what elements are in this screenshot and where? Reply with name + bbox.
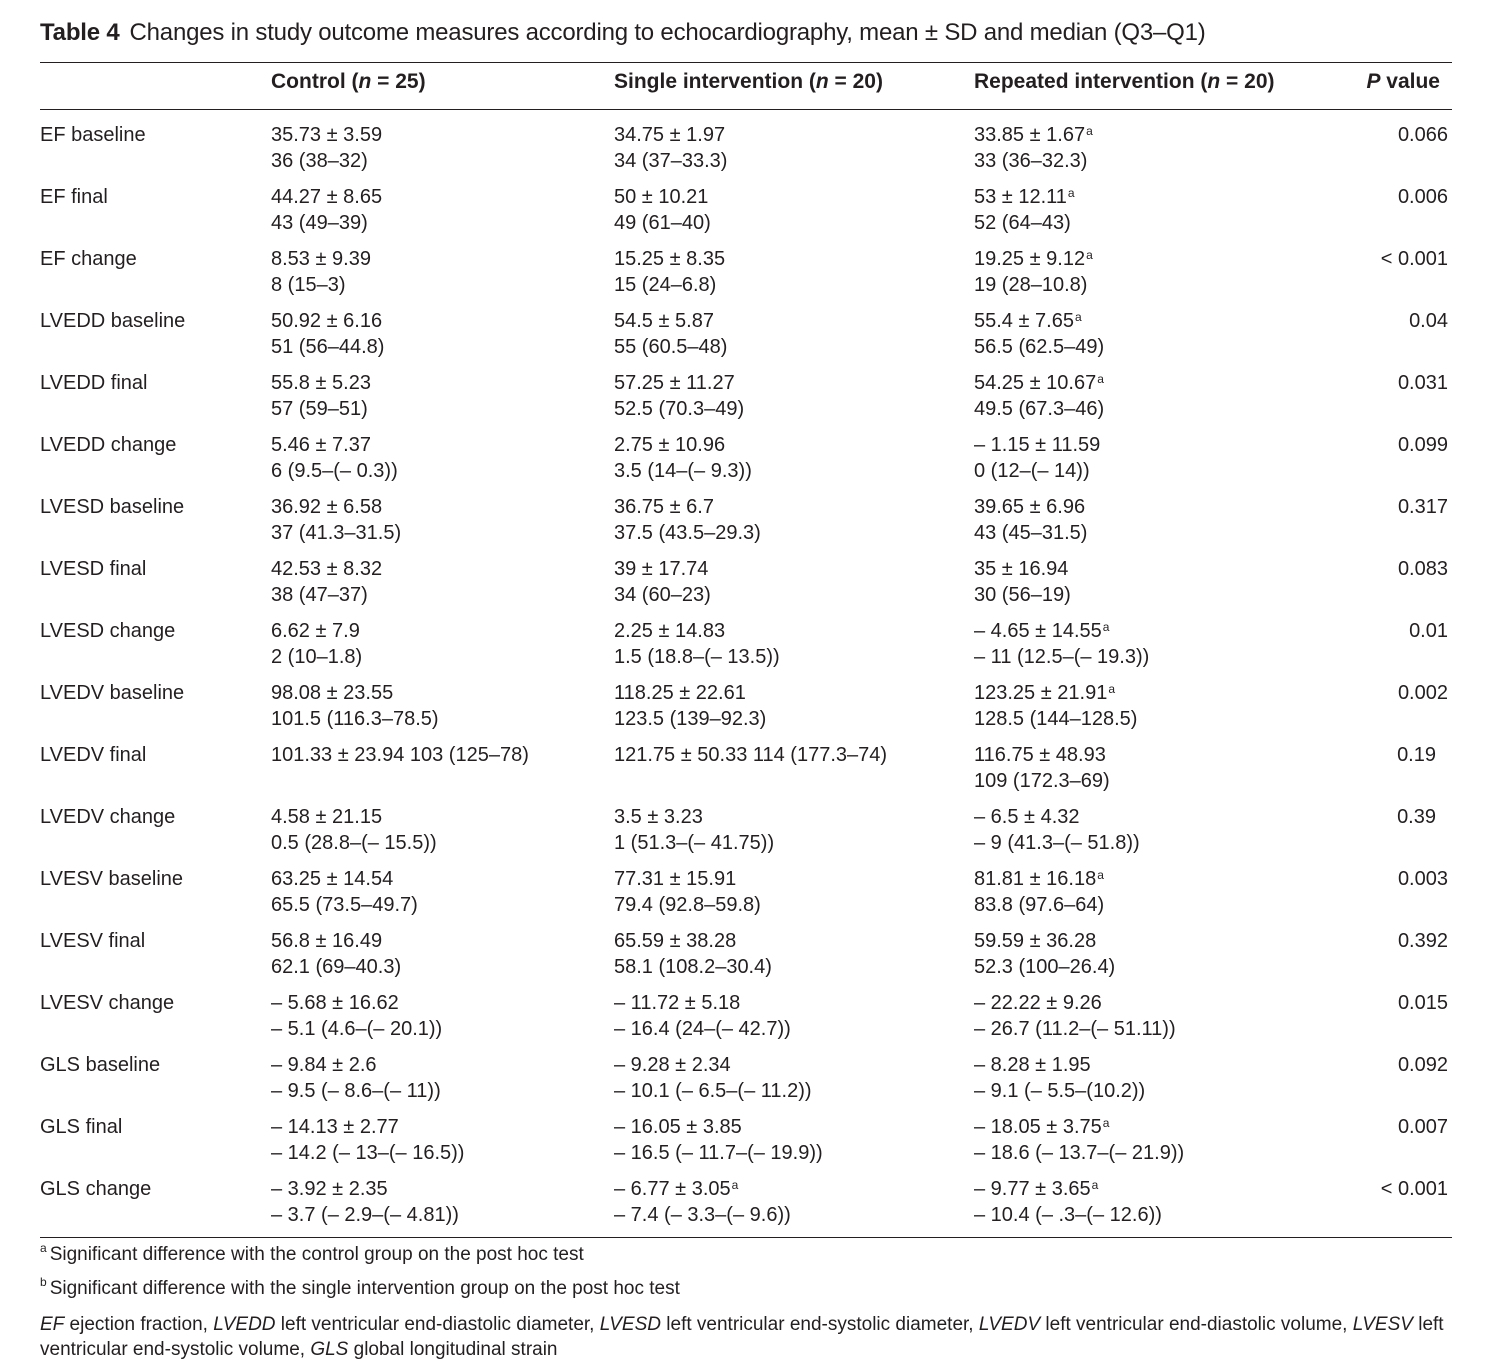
row-label: GLS baseline <box>40 1054 161 1076</box>
cell-control-median: – 14.2 (– 13–(– 16.5)) <box>271 1142 465 1164</box>
cell-control <box>271 928 401 980</box>
table-row <box>40 618 1452 680</box>
cell-single <box>614 246 725 298</box>
cell-single-median: 52.5 (70.3–49) <box>614 398 745 420</box>
abbreviation-term: EF <box>40 1314 65 1335</box>
cell-single <box>614 680 766 732</box>
cell-repeated-median: 52.3 (100–26.4) <box>974 956 1116 978</box>
table-row <box>40 432 1452 494</box>
cell-control-median: – 3.7 (– 2.9–(– 4.81)) <box>271 1204 459 1226</box>
row-label: EF final <box>40 186 108 208</box>
cell-control <box>271 556 382 608</box>
cell-repeated-mean: 19.25 ± 9.12 <box>974 248 1086 270</box>
cell-single <box>614 928 772 980</box>
cell-repeated-median: 128.5 (144–128.5) <box>974 708 1138 730</box>
row-label: LVESV final <box>40 930 146 952</box>
cell-single-mean: 54.5 ± 5.87 <box>614 310 714 332</box>
table-row <box>40 990 1452 1052</box>
cell-single-mean: 118.25 ± 22.61 <box>614 682 746 704</box>
cell-single-mean: 15.25 ± 8.35 <box>614 248 726 270</box>
header-rule <box>40 109 1452 110</box>
cell-control <box>271 866 418 918</box>
cell-p-value: 0.066 <box>1397 124 1448 146</box>
top-rule <box>40 62 1452 63</box>
significance-mark: a <box>1074 310 1082 324</box>
cell-single-median: 1 (51.3–(– 41.75)) <box>614 832 775 854</box>
row-label: LVESV baseline <box>40 868 184 890</box>
cell-control <box>271 1052 441 1104</box>
cell-single <box>614 1176 791 1228</box>
cell-single <box>614 308 727 360</box>
row-label: LVEDV change <box>40 806 176 828</box>
cell-p-value: 0.01 <box>1409 620 1448 642</box>
row-label: LVEDD change <box>40 434 177 456</box>
cell-repeated-mean: – 9.77 ± 3.65 <box>974 1178 1091 1200</box>
cell-control-median: 57 (59–51) <box>271 398 368 420</box>
cell-control-median: 36 (38–32) <box>271 150 368 172</box>
abbreviation-definition: global longitudinal strain <box>348 1339 558 1360</box>
cell-p-value: 0.083 <box>1397 558 1448 580</box>
cell-repeated-median: 109 (172.3–69) <box>974 770 1110 792</box>
cell-p-value: 0.099 <box>1397 434 1448 456</box>
cell-single-median: 37.5 (43.5–29.3) <box>614 522 761 544</box>
cell-single-mean: 50 ± 10.21 <box>614 186 709 208</box>
significance-mark: a <box>1086 124 1093 138</box>
abbreviation-term: GLS <box>310 1339 349 1360</box>
cell-repeated-mean: – 4.65 ± 14.55 <box>974 620 1102 642</box>
cell-repeated-mean: 33.85 ± 1.67 <box>974 124 1086 146</box>
cell-single-median: 15 (24–6.8) <box>614 274 717 296</box>
cell-control <box>271 370 371 422</box>
cell-control <box>271 308 384 360</box>
cell-repeated <box>974 184 1075 236</box>
cell-single-median: 49 (61–40) <box>614 212 711 234</box>
table-row <box>40 928 1452 990</box>
cell-single <box>614 618 780 670</box>
footnote-b: $^b$ Significant difference with the single intervention group on the post hoc test <box>40 1275 680 1299</box>
cell-control <box>271 184 382 236</box>
cell-repeated-mean: – 22.22 ± 9.26 <box>974 992 1102 1014</box>
table-row <box>40 1052 1452 1114</box>
abbreviation-term: LVEDV <box>978 1314 1041 1335</box>
cell-control <box>271 680 439 732</box>
cell-control-mean: 55.8 ± 5.23 <box>271 372 371 394</box>
cell-single <box>614 742 887 768</box>
row-label: EF baseline <box>40 124 146 146</box>
table-header <box>40 70 1452 98</box>
cell-single-mean: 77.31 ± 15.91 <box>614 868 737 890</box>
cell-repeated <box>974 804 1140 856</box>
cell-single-median: 55 (60.5–48) <box>614 336 728 358</box>
cell-single-median: 3.5 (14–(– 9.3)) <box>614 460 752 482</box>
cell-control-median: 38 (47–37) <box>271 584 368 606</box>
significance-mark: a <box>1097 868 1104 882</box>
table-body <box>40 122 1452 1238</box>
cell-single-mean: 2.75 ± 10.96 <box>614 434 726 456</box>
cell-repeated <box>974 680 1137 732</box>
cell-control-median: 8 (15–3) <box>271 274 346 296</box>
abbreviation-definition: left ventricular end-systolic diameter, <box>661 1314 979 1335</box>
cell-repeated-median: – 9.1 (– 5.5–(10.2)) <box>974 1080 1146 1102</box>
cell-control <box>271 432 398 484</box>
row-label: GLS change <box>40 1178 152 1200</box>
cell-repeated-mean: 81.81 ± 16.18 <box>974 868 1097 890</box>
cell-single <box>614 556 711 608</box>
cell-single-mean: 57.25 ± 11.27 <box>614 372 735 394</box>
cell-repeated <box>974 494 1087 546</box>
cell-p-value: 0.006 <box>1397 186 1448 208</box>
cell-control-mean: 50.92 ± 6.16 <box>271 310 383 332</box>
cell-p-value: 0.092 <box>1397 1054 1448 1076</box>
cell-repeated-median: 19 (28–10.8) <box>974 274 1088 296</box>
cell-control-median: – 5.1 (4.6–(– 20.1)) <box>271 1018 443 1040</box>
header-control: Control (n = 25) <box>271 70 426 93</box>
cell-control-mean: 101.33 ± 23.94 103 (125–78) <box>271 744 529 766</box>
cell-control-mean: 36.92 ± 6.58 <box>271 496 383 518</box>
cell-single <box>614 866 761 918</box>
cell-p-value: 0.007 <box>1397 1116 1448 1138</box>
table-row <box>40 556 1452 618</box>
cell-repeated-mean: – 6.5 ± 4.32 <box>974 806 1080 828</box>
table-row <box>40 680 1452 742</box>
cell-single-median: 79.4 (92.8–59.8) <box>614 894 761 916</box>
cell-single <box>614 184 711 236</box>
cell-repeated <box>974 742 1110 794</box>
cell-repeated <box>974 1052 1145 1104</box>
significance-mark: a <box>1108 682 1115 696</box>
cell-single <box>614 122 727 174</box>
row-label: EF change <box>40 248 137 270</box>
cell-single-median: 58.1 (108.2–30.4) <box>614 956 772 978</box>
cell-control-median: 37 (41.3–31.5) <box>271 522 402 544</box>
table-caption-label: Table 4 <box>40 19 120 46</box>
cell-repeated-mean: – 1.15 ± 11.59 <box>974 434 1101 456</box>
cell-p-value: 0.19 <box>1397 744 1436 766</box>
cell-control <box>271 618 362 670</box>
cell-single-mean: 2.25 ± 14.83 <box>614 620 726 642</box>
cell-repeated <box>974 370 1104 422</box>
cell-control-mean: 5.46 ± 7.37 <box>271 434 371 456</box>
cell-repeated <box>974 866 1104 918</box>
row-label: LVESD change <box>40 620 176 642</box>
table-row <box>40 742 1452 804</box>
table-row <box>40 246 1452 308</box>
cell-single <box>614 494 761 546</box>
table-row <box>40 1176 1452 1238</box>
cell-single-median: – 16.5 (– 11.7–(– 19.9)) <box>614 1142 823 1164</box>
cell-repeated-median: – 18.6 (– 13.7–(– 21.9)) <box>974 1142 1185 1164</box>
abbreviation-definition: left ventricular end-systolic volume, <box>40 1314 1444 1360</box>
table-row <box>40 1114 1452 1176</box>
cell-repeated-mean: – 8.28 ± 1.95 <box>974 1054 1091 1076</box>
cell-control <box>271 494 401 546</box>
cell-p-value: < 0.001 <box>1380 1178 1448 1200</box>
cell-control-mean: 63.25 ± 14.54 <box>271 868 394 890</box>
cell-single <box>614 432 752 484</box>
cell-repeated-median: 43 (45–31.5) <box>974 522 1088 544</box>
cell-control <box>271 804 437 856</box>
cell-control-mean: – 5.68 ± 16.62 <box>271 992 399 1014</box>
cell-repeated <box>974 1176 1162 1228</box>
cell-control <box>271 742 529 768</box>
significance-mark: a <box>1097 372 1104 386</box>
table-caption-text: Changes in study outcome measures according to echocardiography, mean ± SD and median (Q3–Q1) <box>129 19 1206 46</box>
cell-single-median: – 10.1 (– 6.5–(– 11.2)) <box>614 1080 812 1102</box>
cell-p-value: 0.015 <box>1397 992 1448 1014</box>
cell-repeated-median: 33 (36–32.3) <box>974 150 1088 172</box>
cell-control-median: 101.5 (116.3–78.5) <box>271 708 439 730</box>
abbreviation-term: LVEDD <box>213 1314 276 1335</box>
cell-repeated-median: 52 (64–43) <box>974 212 1071 234</box>
cell-p-value: 0.002 <box>1397 682 1448 704</box>
cell-p-value: 0.031 <box>1397 372 1448 394</box>
cell-p-value: 0.317 <box>1397 496 1448 518</box>
cell-repeated <box>974 432 1100 484</box>
cell-single-median: – 7.4 (– 3.3–(– 9.6)) <box>614 1204 791 1226</box>
cell-repeated <box>974 1114 1184 1166</box>
cell-single <box>614 1052 812 1104</box>
cell-single-median: 123.5 (139–92.3) <box>614 708 767 730</box>
cell-repeated <box>974 618 1149 670</box>
header-single: Single intervention (n = 20) <box>614 70 883 93</box>
cell-repeated-mean: 35 ± 16.94 <box>974 558 1069 580</box>
table-row <box>40 184 1452 246</box>
cell-p-value: 0.04 <box>1409 310 1448 332</box>
cell-repeated-median: 83.8 (97.6–64) <box>974 894 1105 916</box>
significance-mark: a <box>1086 248 1093 262</box>
cell-single-median: 34 (37–33.3) <box>614 150 728 172</box>
cell-control <box>271 1114 464 1166</box>
cell-p-value: 0.392 <box>1397 930 1448 952</box>
cell-repeated-mean: 53 ± 12.11 <box>974 186 1067 208</box>
cell-repeated-mean: 123.25 ± 21.91 <box>974 682 1108 704</box>
cell-single-median: 34 (60–23) <box>614 584 711 606</box>
cell-repeated-mean: 116.75 ± 48.93 <box>974 744 1106 766</box>
cell-single-mean: 121.75 ± 50.33 114 (177.3–74) <box>614 744 888 766</box>
cell-control-median: 62.1 (69–40.3) <box>271 956 402 978</box>
cell-single-mean: 36.75 ± 6.7 <box>614 496 714 518</box>
cell-repeated-median: 0 (12–(– 14)) <box>974 460 1090 482</box>
bottom-rule <box>40 1237 1452 1238</box>
cell-repeated <box>974 990 1176 1042</box>
cell-control-mean: 42.53 ± 8.32 <box>271 558 383 580</box>
cell-single-median: – 16.4 (24–(– 42.7)) <box>614 1018 791 1040</box>
row-label: LVEDD final <box>40 372 148 394</box>
cell-repeated-mean: 39.65 ± 6.96 <box>974 496 1086 518</box>
cell-single-mean: – 16.05 ± 3.85 <box>614 1116 742 1138</box>
cell-single-mean: 65.59 ± 38.28 <box>614 930 737 952</box>
abbreviation-term: LVESV <box>1352 1314 1413 1335</box>
row-label: LVEDD baseline <box>40 310 186 332</box>
table-caption <box>40 19 1206 47</box>
cell-repeated-mean: – 18.05 ± 3.75 <box>974 1116 1102 1138</box>
cell-control-median: 51 (56–44.8) <box>271 336 385 358</box>
row-label: LVESV change <box>40 992 175 1014</box>
cell-control-mean: 44.27 ± 8.65 <box>271 186 383 208</box>
cell-control-mean: 56.8 ± 16.49 <box>271 930 383 952</box>
cell-single-median: 1.5 (18.8–(– 13.5)) <box>614 646 780 668</box>
cell-control-mean: 8.53 ± 9.39 <box>271 248 371 270</box>
row-label: LVEDV final <box>40 744 147 766</box>
table-row <box>40 370 1452 432</box>
cell-control-mean: 35.73 ± 3.59 <box>271 124 383 146</box>
cell-control <box>271 122 382 174</box>
cell-repeated-mean: 59.59 ± 36.28 <box>974 930 1097 952</box>
cell-repeated-median: – 10.4 (– .3–(– 12.6)) <box>974 1204 1162 1226</box>
cell-control-median: 43 (49–39) <box>271 212 368 234</box>
cell-single <box>614 1114 823 1166</box>
abbreviation-definition: left ventricular end-diastolic volume, <box>1040 1314 1353 1335</box>
table-row <box>40 804 1452 866</box>
significance-mark: a <box>731 1178 739 1192</box>
cell-control-mean: 6.62 ± 7.9 <box>271 620 360 642</box>
significance-mark: a <box>1091 1178 1099 1192</box>
abbreviation-definition: ejection fraction, <box>64 1314 214 1335</box>
cell-repeated-median: 56.5 (62.5–49) <box>974 336 1105 358</box>
table-row <box>40 122 1452 184</box>
cell-control-mean: 4.58 ± 21.15 <box>271 806 383 828</box>
cell-repeated <box>974 308 1104 360</box>
cell-control-median: 6 (9.5–(– 0.3)) <box>271 460 398 482</box>
cell-single-mean: 34.75 ± 1.97 <box>614 124 726 146</box>
cell-control <box>271 246 371 298</box>
row-label: LVESD baseline <box>40 496 185 518</box>
header-p-value: P value <box>1366 70 1440 93</box>
cell-control <box>271 990 442 1042</box>
cell-repeated <box>974 556 1071 608</box>
cell-single-mean: 3.5 ± 3.23 <box>614 806 703 828</box>
cell-single-mean: – 6.77 ± 3.05 <box>614 1178 731 1200</box>
cell-repeated <box>974 928 1115 980</box>
cell-single-mean: – 9.28 ± 2.34 <box>614 1054 731 1076</box>
table-row <box>40 866 1452 928</box>
cell-control-mean: – 14.13 ± 2.77 <box>271 1116 399 1138</box>
cell-p-value: < 0.001 <box>1380 248 1448 270</box>
cell-single-mean: 39 ± 17.74 <box>614 558 709 580</box>
row-label: LVESD final <box>40 558 147 580</box>
footnote-abbreviations <box>40 1312 1452 1362</box>
cell-repeated-median: 49.5 (67.3–46) <box>974 398 1105 420</box>
footnote-a: $^a$ Significant difference with the control group on the post hoc test <box>40 1241 584 1265</box>
cell-single <box>614 804 774 856</box>
cell-control-median: 0.5 (28.8–(– 15.5)) <box>271 832 437 854</box>
significance-mark: a <box>1067 186 1075 200</box>
cell-repeated-median: 30 (56–19) <box>974 584 1071 606</box>
cell-control-median: 2 (10–1.8) <box>271 646 363 668</box>
cell-repeated-median: – 9 (41.3–(– 51.8)) <box>974 832 1140 854</box>
abbreviation-definition: left ventricular end-diastolic diameter, <box>275 1314 600 1335</box>
cell-p-value: 0.003 <box>1397 868 1448 890</box>
table-row <box>40 494 1452 556</box>
significance-mark: a <box>1102 1116 1110 1130</box>
cell-repeated <box>974 246 1093 298</box>
cell-repeated-median: – 26.7 (11.2–(– 51.11)) <box>974 1018 1176 1040</box>
cell-single <box>614 370 744 422</box>
table-row <box>40 308 1452 370</box>
cell-control <box>271 1176 459 1228</box>
cell-p-value: 0.39 <box>1397 806 1436 828</box>
header-repeated: Repeated intervention (n = 20) <box>974 70 1275 93</box>
cell-control-median: – 9.5 (– 8.6–(– 11)) <box>271 1080 441 1102</box>
cell-control-mean: 98.08 ± 23.55 <box>271 682 394 704</box>
cell-repeated-median: – 11 (12.5–(– 19.3)) <box>974 646 1150 668</box>
cell-control-mean: – 3.92 ± 2.35 <box>271 1178 388 1200</box>
cell-single <box>614 990 791 1042</box>
row-label: GLS final <box>40 1116 123 1138</box>
abbreviation-term: LVESD <box>599 1314 661 1335</box>
significance-mark: a <box>1102 620 1110 634</box>
cell-control-mean: – 9.84 ± 2.6 <box>271 1054 377 1076</box>
cell-repeated <box>974 122 1093 174</box>
row-label: LVEDV baseline <box>40 682 185 704</box>
cell-repeated-mean: 55.4 ± 7.65 <box>974 310 1074 332</box>
cell-single-mean: – 11.72 ± 5.18 <box>614 992 741 1014</box>
cell-repeated-mean: 54.25 ± 10.67 <box>974 372 1097 394</box>
cell-control-median: 65.5 (73.5–49.7) <box>271 894 418 916</box>
